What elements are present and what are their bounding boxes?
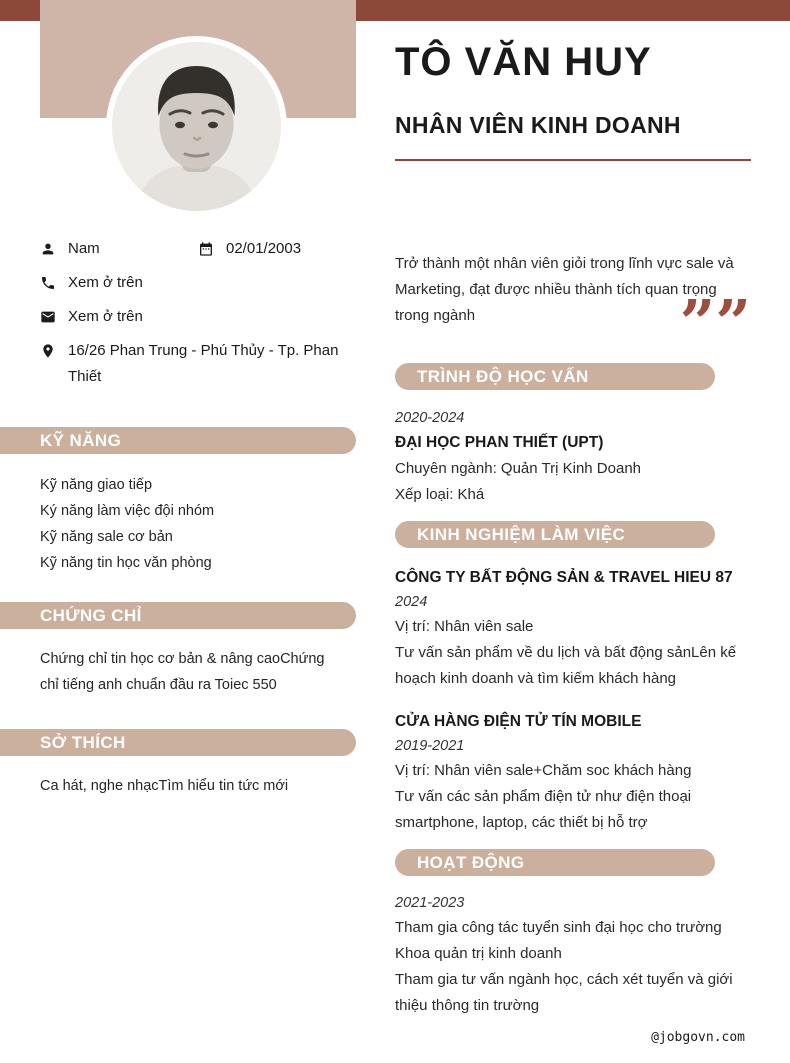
job-entry (395, 566, 753, 692)
job-entry (395, 710, 753, 836)
skill-item: Kỹ năng sale cơ bản (40, 529, 173, 545)
activities-period: 2021-2023 (395, 895, 465, 911)
profile-photo-frame (106, 36, 287, 217)
job-period: 2019-2021 (395, 738, 465, 754)
skill-item: Kỹ năng giao tiếp (40, 477, 153, 493)
address-value: 16/26 Phan Trung - Phú Thủy - Tp. Phan Thiết (68, 342, 339, 385)
education-period: 2020-2024 (395, 410, 465, 426)
email-value: Xem ở trên (68, 308, 143, 325)
title-divider (395, 159, 751, 161)
section-header-hobbies: SỞ THÍCH (0, 729, 356, 756)
hobbies-text: Ca hát, nghe nhạcTìm hiểu tin tức mới (40, 778, 289, 794)
quote-icon: ”” (679, 286, 751, 359)
activity-line: Khoa quản trị kinh doanh (395, 945, 562, 962)
education-grade: Xếp loại: Khá (395, 486, 485, 503)
candidate-name: TÔ VĂN HUY (395, 40, 652, 84)
skills-list (40, 472, 340, 576)
main-column (395, 0, 753, 1019)
info-row-address (40, 338, 356, 390)
section-header-activities: HOẠT ĐỘNG (395, 849, 715, 876)
email-icon (40, 309, 56, 325)
info-row-phone (40, 270, 356, 296)
activity-line: Tham gia tư vấn ngành học, cách xét tuyển và giới thiệu thông tin trường (395, 971, 733, 1014)
info-gender (40, 236, 198, 262)
phone-icon (40, 275, 56, 291)
candidate-job-title: NHÂN VIÊN KINH DOANH (395, 112, 681, 138)
gender-value: Nam (68, 240, 100, 257)
career-objective: Trở thành một nhân viên giỏi trong lĩnh vực sale và Marketing, đạt được nhiều thành tích quan trọng trong ngành (395, 255, 734, 324)
personal-info-list (0, 236, 356, 390)
location-icon (40, 343, 56, 359)
job-company: CỬA HÀNG ĐIỆN TỬ TÍN MOBILE (395, 713, 642, 730)
section-header-experience: KINH NGHIỆM LÀM VIỆC (395, 521, 715, 548)
section-header-skills: KỸ NĂNG (0, 427, 356, 454)
dob-value: 02/01/2003 (226, 240, 302, 257)
job-position: Vị trí: Nhân viên sale (395, 618, 534, 635)
skill-item: Ký năng làm việc đội nhóm (40, 503, 215, 519)
phone-value: Xem ở trên (68, 274, 143, 291)
job-description: Tư vấn sản phẩm về du lịch và bất động sảnLên kế hoạch kinh doanh và tìm kiếm khách hàng (395, 644, 737, 687)
certificates-text: Chứng chỉ tin học cơ bản & nâng caoChứng chỉ tiếng anh chuẩn đầu ra Toiec 550 (40, 651, 325, 693)
info-row-gender-dob (40, 236, 356, 262)
job-position: Vị trí: Nhân viên sale+Chăm soc khách hàng (395, 762, 692, 779)
site-watermark: @jobgovn.com (651, 1030, 745, 1045)
education-school: ĐẠI HỌC PHAN THIẾT (UPT) (395, 434, 604, 451)
info-dob (198, 236, 301, 262)
skill-item: Kỹ năng tin học văn phòng (40, 555, 212, 571)
job-description: Tư vấn các sản phẩm điện tử như điện thoại smartphone, laptop, các thiết bị hỗ trợ (395, 788, 692, 831)
section-header-certificates: CHỨNG CHỈ (0, 602, 356, 629)
job-period: 2024 (395, 594, 428, 610)
profile-photo (112, 42, 281, 211)
activity-line: Tham gia công tác tuyển sinh đại học cho trường (395, 919, 722, 936)
sidebar (0, 236, 356, 799)
job-company: CÔNG TY BẤT ĐỘNG SẢN & TRAVEL HIEU 87 (395, 569, 733, 586)
section-header-education: TRÌNH ĐỘ HỌC VẤN (395, 363, 715, 390)
calendar-icon (198, 241, 214, 257)
person-icon (40, 241, 56, 257)
education-major: Chuyên ngành: Quản Trị Kinh Doanh (395, 460, 641, 477)
info-row-email (40, 304, 356, 330)
